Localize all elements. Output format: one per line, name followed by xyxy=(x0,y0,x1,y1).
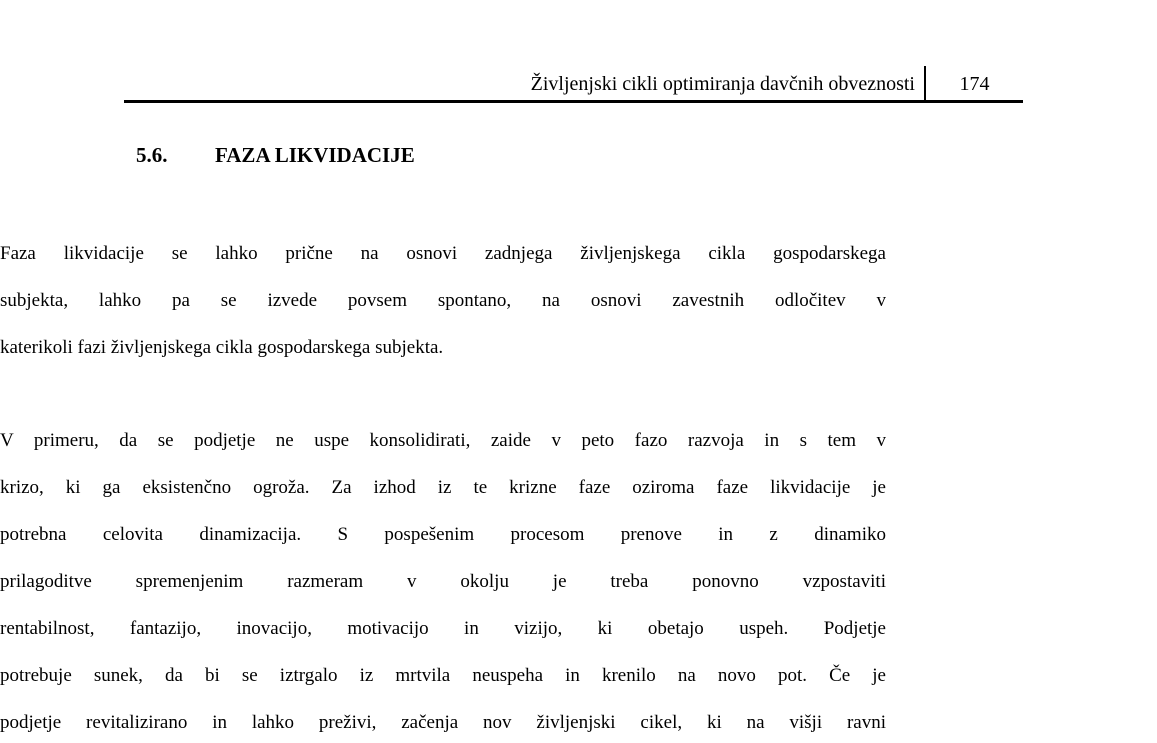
paragraph xyxy=(0,417,886,743)
text-line: prilagoditve spremenjenim razmeram v okolju je treba ponovno vzpostaviti xyxy=(0,571,886,592)
text-line: potrebuje sunek, da bi se iztrgalo iz mrtvila neuspeha in krenilo na novo pot. Če je xyxy=(0,665,886,686)
section-heading xyxy=(136,142,415,168)
text-line: V primeru, da se podjetje ne uspe konsolidirati, zaide v peto fazo razvoja in s tem v xyxy=(0,430,886,451)
text-line: katerikoli fazi življenjskega cikla gospodarskega subjekta. xyxy=(0,337,444,358)
text-line: potrebna celovita dinamizacija. S pospešenim procesom prenove in z dinamiko xyxy=(0,524,886,545)
running-header-title: Življenjski cikli optimiranja davčnih obveznosti xyxy=(530,73,915,95)
text-line: podjetje revitalizirano in lahko preživi, začenja nov življenjski cikel, ki na višji ravni xyxy=(0,712,886,733)
section-title: FAZA LIKVIDACIJE xyxy=(215,143,415,167)
section-number: 5.6. xyxy=(136,143,168,167)
text-line: rentabilnost, fantazijo, inovacijo, motivacijo in vizijo, ki obetajo uspeh. Podjetje xyxy=(0,618,886,639)
page-header xyxy=(124,58,1023,103)
text-line: subjekta, lahko pa se izvede povsem spontano, na osnovi zavestnih odločitev v xyxy=(0,290,886,311)
paragraph xyxy=(0,230,886,371)
text-line: krizo, ki ga eksistenčno ogroža. Za izhod iz te krizne faze oziroma faze likvidacije je xyxy=(0,477,886,498)
text-line: Faza likvidacije se lahko prične na osnovi zadnjega življenjskega cikla gospodarskega xyxy=(0,243,886,264)
page-number: 174 xyxy=(959,73,990,95)
